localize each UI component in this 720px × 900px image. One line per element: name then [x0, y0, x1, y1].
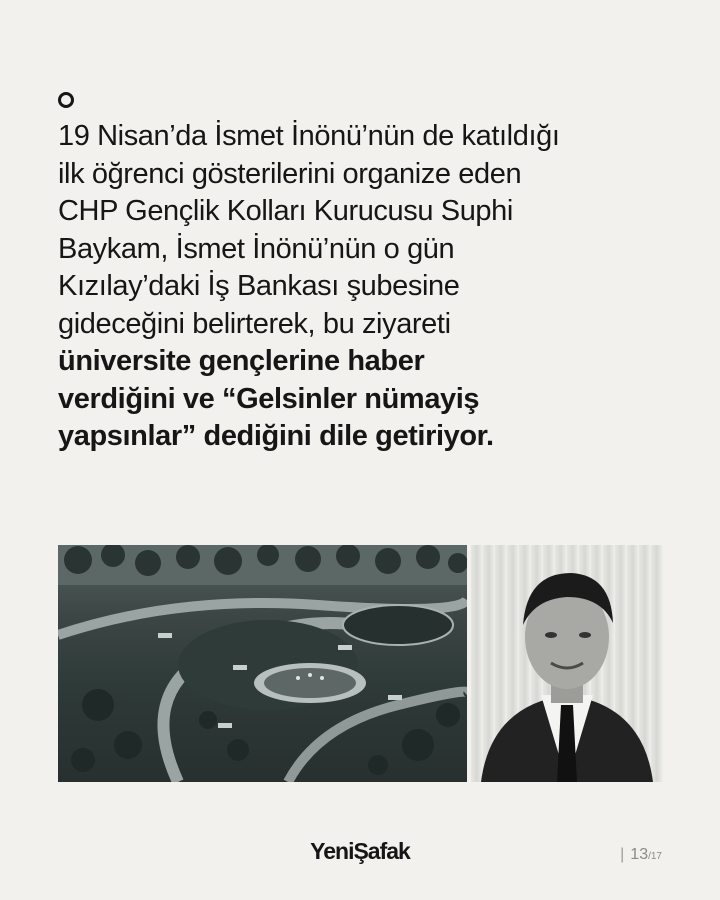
portrait-photo-illustration — [471, 545, 663, 782]
quote-line: Baykam, İsmet İnönü’nün o gün — [58, 232, 455, 265]
portrait-photo — [471, 545, 663, 782]
ring-bullet-icon — [58, 92, 74, 108]
yeni-safak-logo: YeniŞafak — [310, 838, 410, 864]
page-current: 13 — [630, 846, 649, 863]
page-indicator — [620, 846, 662, 864]
quote-line: CHP Gençlik Kolları Kurucusu Suphi — [58, 195, 513, 227]
park-photo-illustration — [58, 545, 467, 782]
quote-line: 19 Nisan’da İsmet İnönü’nün de katıldığı — [58, 120, 560, 152]
page-total: /17 — [648, 851, 662, 862]
quote-bold-line: verdiğini ve “Gelsinler nümayiş — [58, 382, 480, 415]
park-photo — [58, 545, 467, 782]
page-separator: | — [620, 846, 625, 863]
quote-line: ilk öğrenci gösterilerini organize eden — [58, 157, 522, 190]
quote-text — [58, 118, 668, 456]
photo-strip — [58, 545, 663, 782]
quote-bold-line: üniversite gençlerine haber — [58, 345, 425, 377]
quote-line: Kızılay’daki İş Bankası şubesine — [58, 270, 460, 302]
quote-bold-line: yapsınlar” dediğini dile getiriyor. — [58, 420, 494, 452]
quote-line: gideceğini belirterek, bu ziyareti — [58, 307, 451, 340]
